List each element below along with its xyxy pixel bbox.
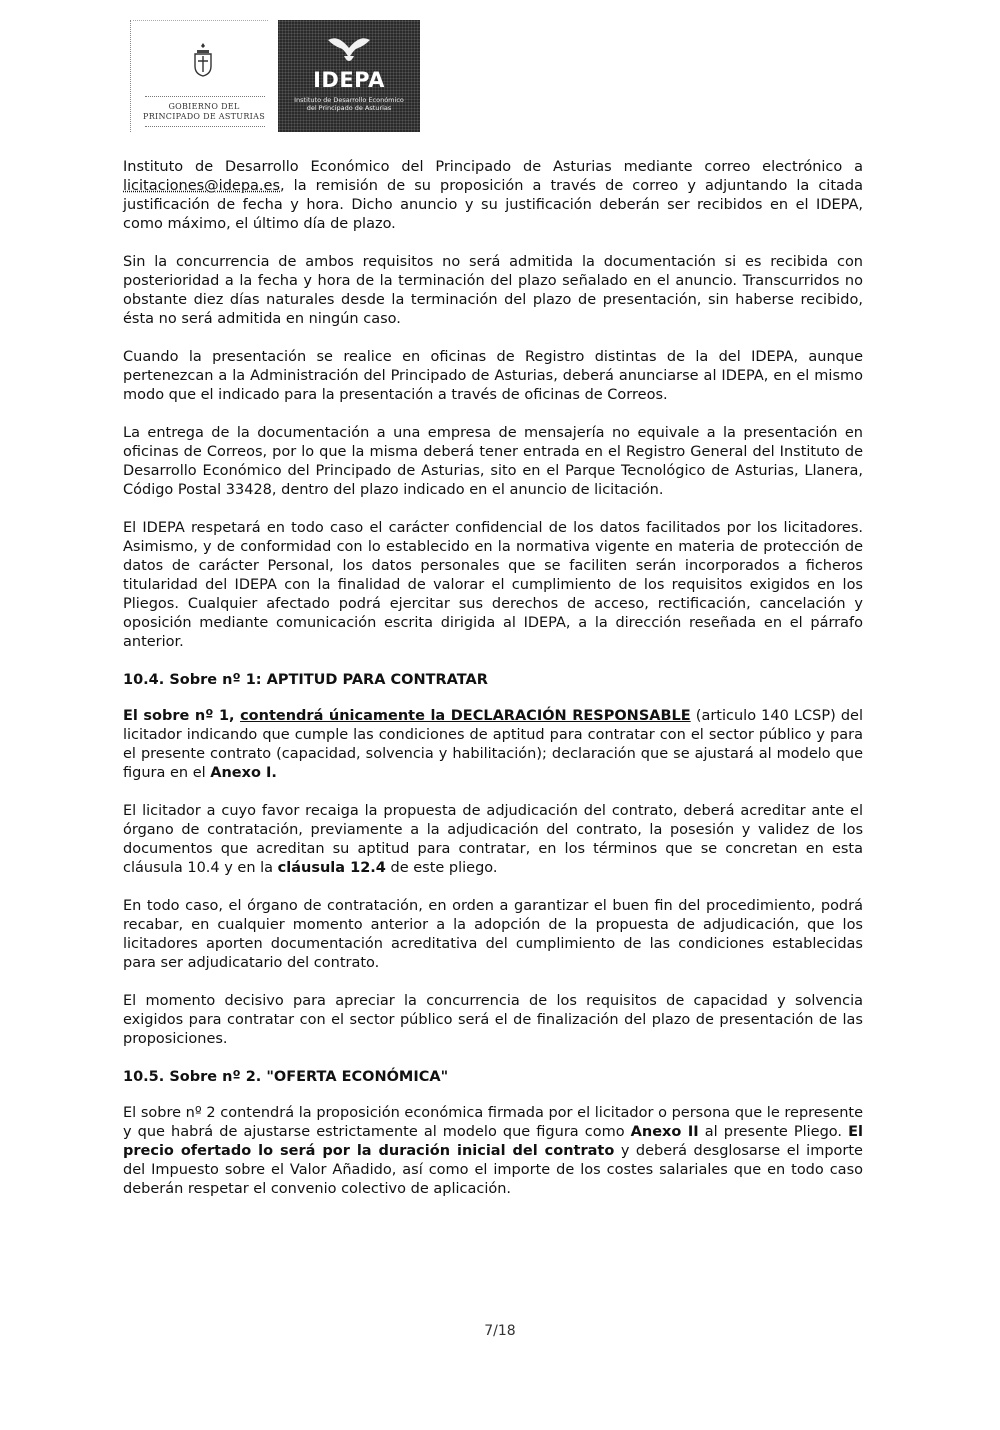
paragraph-acreditar (123, 802, 863, 878)
paragraph-momento-decisivo: El momento decisivo para apreciar la concurrencia de los requisitos de capacidad y solvencia exigidos para contratar con el sector público será el de finalización del plazo de presentación de las proposiciones. (123, 993, 863, 1047)
annex-reference: Anexo II (630, 1124, 699, 1140)
gobierno-text (139, 102, 269, 122)
text: contendrá únicamente la DECLARACIÓN RESPONSABLE (240, 708, 691, 724)
idepa-subtitle (284, 96, 414, 112)
document-body (123, 158, 863, 1218)
letterhead (130, 20, 420, 132)
text: (articulo 140 LCSP) del licitador indicando que cumple las condiciones de aptitud para contratar con el sector público y para el presente contrato (capacidad, solvencia y habilitación); declaración que se ajustará al modelo que figura en el (123, 708, 863, 781)
text: El sobre nº 2 contendrá la proposición económica firmada por el licitador o persona que le represente y que habrá de ajustarse estrictamente al modelo que figura como (123, 1105, 863, 1140)
text: , la remisión de su proposición a través de correo y adjuntando la citada justificación de fecha y hora. Dicho anuncio y su justificación deberán ser recibidos en el IDEPA, como máximo, el último día de plazo. (123, 178, 863, 232)
idepa-logo (278, 20, 420, 132)
divider (145, 126, 265, 127)
paragraph-sobre1 (123, 707, 863, 783)
idepa-sub-line1: Instituto de Desarrollo Económico (294, 96, 404, 104)
idepa-emblem-icon (326, 36, 372, 66)
paragraph-en-todo-caso: En todo caso, el órgano de contratación, en orden a garantizar el buen fin del procedimiento, podrá recabar, en cualquier momento anterior a la adopción de la propuesta de adjudicación, que los licitadores aporten documentación acreditativa del cumplimiento de las condiciones establecidas para ser adjudicatario del contrato. (123, 898, 863, 971)
text: al presente Pliego. (698, 1124, 849, 1140)
paragraph-confidencialidad: El IDEPA respetará en todo caso el carácter confidencial de los datos facilitados por los licitadores. Asimismo, y de conformidad con lo establecido en la normativa vigente en materia de protección de datos de carácter Personal, los datos personales que se faciliten serán incorporados a ficheros titularidad del IDEPA con la finalidad de valorar el cumplimiento de los requisitos exigidos en los Pliegos. Cualquier afectado podrá ejercitar sus derechos de acceso, rectificación, cancelación y oposición mediante comunicación escrita dirigida al IDEPA, a la dirección reseñada en el párrafo anterior. (123, 520, 863, 650)
divider (145, 96, 265, 97)
idepa-sub-line2: del Principado de Asturias (306, 104, 392, 112)
text: El precio ofertado lo será por la duración inicial del contrato (123, 1124, 863, 1159)
text: y deberá desglosarse el importe del Impuesto sobre el Valor Añadido, así como el importe de los costes salariales que en todo caso deberán respetar el convenio colectivo de aplicación. (123, 1143, 863, 1197)
text: de este pliego. (385, 860, 498, 876)
coat-of-arms-icon (191, 42, 215, 78)
paragraph-correo (123, 158, 863, 234)
email-link[interactable]: licitaciones@idepa.es (123, 178, 280, 194)
divider (133, 20, 268, 21)
paragraph-registro: Cuando la presentación se realice en oficinas de Registro distintas de la del IDEPA, aunque pertenezcan a la Administración del Principado de Asturias, deberá anunciarse al IDEPA, en el mismo modo que el indicado para la presentación a través de oficinas de Correos. (123, 349, 863, 403)
gobierno-principado-logo (130, 20, 271, 132)
paragraph-sobre2 (123, 1104, 863, 1199)
gov-line2: PRINCIPADO DE ASTURIAS (143, 112, 265, 121)
clause-reference: cláusula 12.4 (277, 860, 386, 876)
annex-reference: Anexo I. (210, 765, 277, 781)
page-number: 7/18 (484, 1323, 516, 1339)
text: Instituto de Desarrollo Económico del Principado de Asturias mediante correo electrónico a (123, 159, 863, 175)
idepa-title: IDEPA (313, 68, 385, 92)
text: El licitador a cuyo favor recaiga la propuesta de adjudicación del contrato, deberá acreditar ante el órgano de contratación, previamente a la adjudicación del contrato, la posesión y validez de los documentos que acreditan su aptitud para contratar, en los términos que se concretan en esta cláusula 10.4 y en la (123, 803, 863, 876)
section-heading-10-4: 10.4. Sobre nº 1: APTITUD PARA CONTRATAR (123, 672, 488, 688)
section-heading-10-5: 10.5. Sobre nº 2. "OFERTA ECONÓMICA" (123, 1069, 449, 1085)
gov-line1: GOBIERNO DEL (168, 102, 240, 111)
paragraph-mensajeria: La entrega de la documentación a una empresa de mensajería no equivale a la presentación en oficinas de Correos, por lo que la misma deberá tener entrada en el Registro General del Instituto de Desarrollo Económico del Principado de Asturias, sito en el Parque Tecnológico de Asturias, Llanera, Código Postal 33428, dentro del plazo indicado en el anuncio de licitación. (123, 425, 863, 498)
text: El sobre nº 1, (123, 708, 241, 724)
paragraph-requisitos: Sin la concurrencia de ambos requisitos no será admitida la documentación si es recibida con posterioridad a la fecha y hora de la terminación del plazo señalado en el anuncio. Transcurridos no obstante diez días naturales desde la terminación del plazo de presentación, sin haberse recibido, ésta no será admitida en ningún caso. (123, 254, 863, 327)
